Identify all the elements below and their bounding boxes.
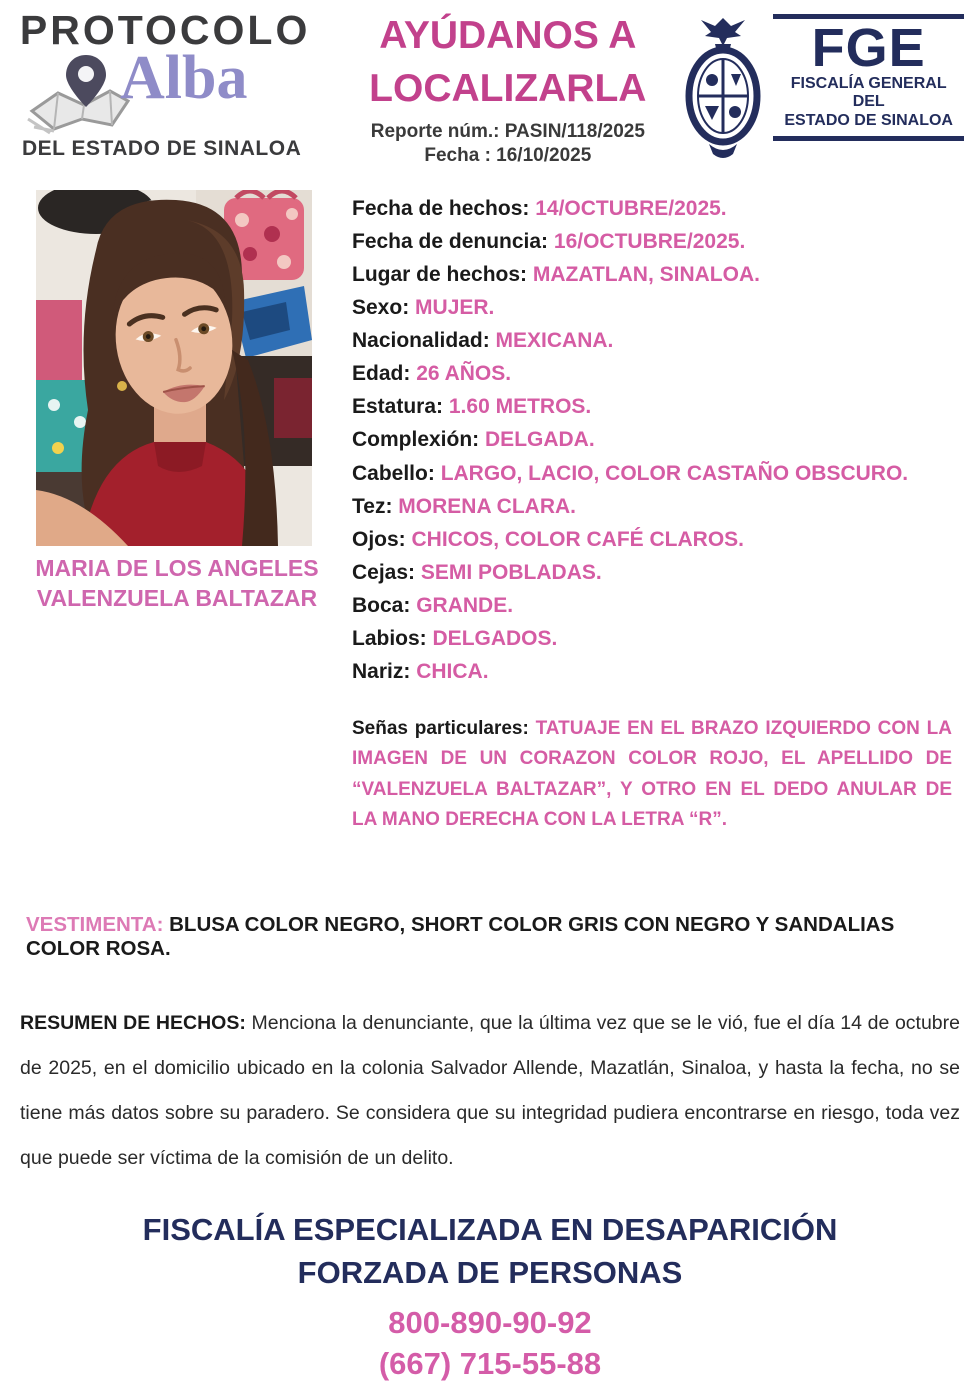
agency-name [0,1209,980,1295]
detail-value: MUJER. [415,296,495,320]
detail-value: DELGADA. [485,428,595,452]
report-date: Fecha : 16/10/2025 [424,145,592,167]
detail-value: 1.60 METROS. [448,395,592,419]
agency-line-2: FORZADA DE PERSONAS [297,1255,683,1291]
detail-row [352,490,962,523]
header [0,0,980,172]
missing-person-photo [36,190,312,546]
detail-row [352,390,962,423]
detail-row [352,556,962,589]
vestimenta-text: BLUSA COLOR NEGRO, SHORT COLOR GRIS CON NEGRO Y SANDALIAS COLOR ROSA. [26,912,895,960]
report-number: Reporte núm.: PASIN/118/2025 [370,121,645,143]
person-name-line-1: MARIA DE LOS ANGELES [35,555,319,581]
detail-value: CHICA. [416,659,489,683]
senas-particulares [352,714,952,836]
fge-name-line-1: FISCALÍA GENERAL DEL [790,75,947,111]
person-name-line-2: VALENZUELA BALTAZAR [36,584,318,611]
detail-value: GRANDE. [416,593,514,617]
senas-label: Señas particulares: [352,717,536,739]
detail-label: Fecha de denuncia: [352,230,549,254]
detail-label: Tez: [352,494,393,518]
detail-label: Fecha de hechos: [352,197,530,220]
detail-label: Lugar de hechos: [352,263,528,287]
detail-row [352,357,962,390]
details-list [352,192,962,688]
portrait-illustration [36,190,312,546]
detail-row [352,324,962,357]
fge-logo [679,10,964,164]
phone-number-1: 800-890-90-92 [388,1304,592,1340]
resumen-label: RESUMEN DE HECHOS: [20,1011,252,1034]
detail-row [352,291,962,324]
title-line-1: AYÚDANOS A [379,14,637,57]
vestimenta-label: VESTIMENTA: [26,912,170,936]
detail-label: Nacionalidad: [352,329,490,353]
alba-wordmark: Alba [120,44,248,112]
detail-label: Cabello: [352,461,435,485]
detail-row [352,423,962,456]
detail-value: CHICOS, COLOR CAFÉ CLAROS. [411,527,745,551]
detail-row [352,192,962,225]
poster-title-block [336,10,679,167]
detail-label: Complexión: [352,428,480,452]
detail-value: MAZATLAN, SINALOA. [532,263,760,287]
detail-label: Nariz: [352,659,411,683]
phone-number-2: (667) 715-55-88 [378,1345,602,1381]
detail-row [352,457,962,490]
detail-label: Cejas: [352,560,416,584]
detail-value: MORENA CLARA. [398,494,577,518]
agency-line-1: FISCALÍA ESPECIALIZADA EN DESAPARICIÓN [142,1212,838,1248]
senas-text: TATUAJE EN EL BRAZO IZQUIERDO CON LA IMAGEN DE UN CORAZON COLOR ROJO, EL APELLIDO DE “VALENZUELA BALTAZAR”, Y OTRO EN EL DEDO ANULAR DE LA MANO DERECHA CON LA LETRA “R”. [352,717,952,831]
detail-value: SEMI POBLADAS. [420,560,602,584]
detail-row [352,655,962,688]
person-name [18,554,336,614]
protocolo-wordmark: PROTOCOLO [19,7,311,53]
detail-value: LARGO, LACIO, COLOR CASTAÑO OBSCURO. [440,461,909,485]
detail-row [352,258,962,291]
main-section [0,172,980,855]
protocolo-alba-logo [16,7,314,161]
fge-crest-icon [679,14,767,164]
detail-label: Labios: [352,626,427,650]
detail-value: 16/OCTUBRE/2025. [553,230,746,254]
vestimenta-line [0,913,980,961]
alba-subtitle: DEL ESTADO DE SINALOA [22,137,302,160]
title-line-2: LOCALIZARLA [369,66,647,110]
detail-row [352,523,962,556]
detail-value: 26 AÑOS. [416,362,512,386]
detail-value: 14/OCTUBRE/2025. [535,197,727,220]
detail-value: MEXICANA. [495,329,614,353]
detail-label: Estatura: [352,395,444,419]
footer [0,1209,980,1384]
detail-label: Edad: [352,362,411,386]
detail-row [352,622,962,655]
poster-title [336,10,679,115]
resumen-de-hechos [0,1001,980,1182]
detail-label: Ojos: [352,527,406,551]
detail-label: Sexo: [352,296,410,320]
fge-name-line-2: ESTADO DE SINALOA [784,111,953,129]
detail-value: DELGADOS. [432,626,558,650]
detail-row [352,225,962,258]
fge-acronym: FGE [811,18,926,78]
resumen-text: Menciona la denunciante, que la última vez que se le vió, fue el día 14 de octubre de 2025, en el domicilio ubicado en la colonia Salvador Allende, Mazatlán, Sinaloa, y hasta la fecha, no se tiene más datos sobre su paradero. Se considera que su integridad pudiera encontrarse en riesgo, toda vez que puede ser víctima de la comisión de un delito. [20,1011,960,1170]
detail-label: Boca: [352,593,411,617]
detail-row [352,589,962,622]
